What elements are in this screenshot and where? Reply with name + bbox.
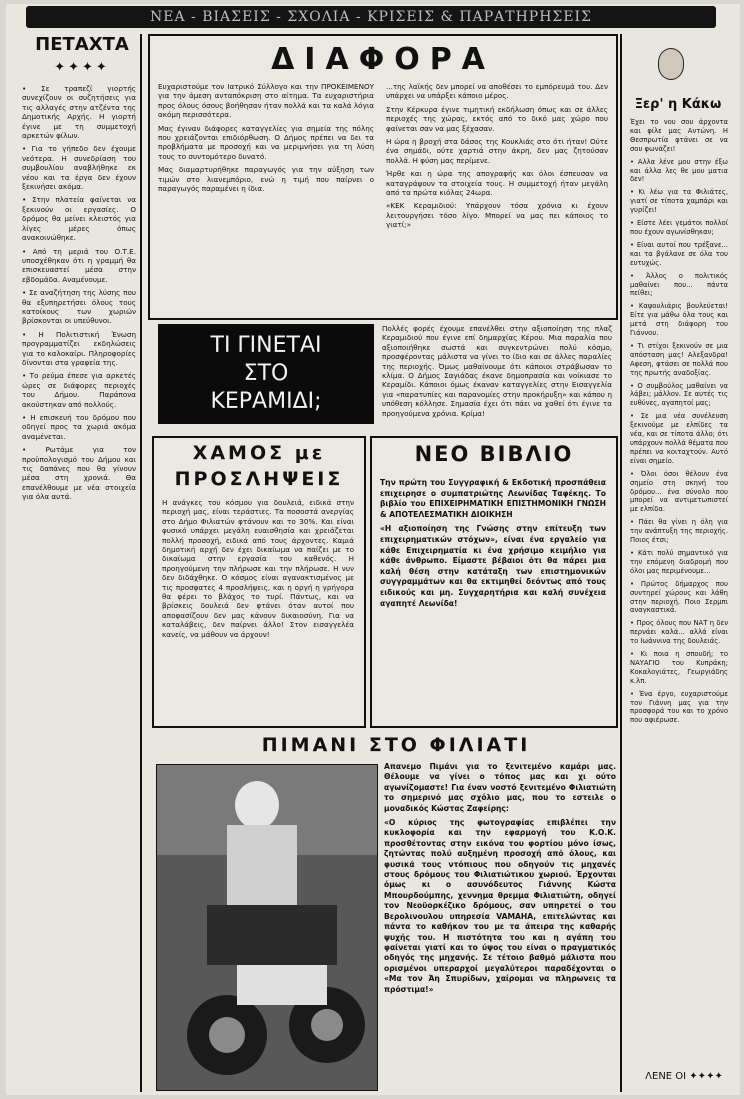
- diafora-paragraph: Μας διαμαρτυρήθηκε παραγωγός για την αύξηση των τιμών στο λιανεμπόριο, ενώ η τιμή που παίρνει ο παραγωγός παραμένει η ίδια.: [158, 165, 374, 194]
- petaxta-paragraph: • Η επισκευή του δρόμου που οδηγεί προς τα χωριά ακόμα αναμένεται.: [22, 413, 136, 441]
- xer-kako-paragraph: • Πάει θα γίνει η όλη για την ανάπτυξη της περιοχής. Ποιος έτσι;: [630, 518, 728, 545]
- xamos-text: Η ανάγκες του κόσμου για δουλειά, ειδικά στην περιοχή μας, είναι τεράστιες. Τα ποσοστά ανεργίας στο Δήμο Φιλιατών φτάνουν και το 30%. Και είναι φυσικό υπάρχει μεγάλη ευαισθησία και χρειάζεται πολλή προσοχή, ειδικά από τους άρχοντες. Καμιά δημοτική αρχή δεν έχει δικαίωμα να παίζει με το δικαίωμα στην εργασία του καθενός. Η προηγούμενη την πλήρωσε και την πλήρωσε. Η νυν δεν διδάχθηκε. Ο κόσμος είναι αγανακτισμένος με τις προσφατες 4 προσλήψεις, και η οργή η γρήγορα θα φέρει το βλάχος το τυρί. Πάντως, και να βρίσκεις δουλειά δεν φτάνει όταν αυτοί που αποφασίζουν δεν μας κάνουν δικαιοσύνη. Για να καταλάβεις, δεν παίρνει άλλο! Στον εισαγγελέα κανείς, να μάθουν να άρχουν!: [162, 498, 354, 639]
- diafora-left-text: [158, 82, 374, 312]
- pimani-text: [384, 762, 616, 1088]
- neo-vivlio-quote: «Η αξιοποίηση της Γνώσης στην επίτευξη των επιχειρηματικών στόχων», είναι ένα εργαλείο για κάθε Επιχειρηματία κι ένα χρήσιμο κειμήλιο για κάθε άνθρωπο. Είμαστε βέβαιοι ότι θα πάρει μια καλή θέση στην κατάταξη των επιστημονικών συγγραμμάτων και θα εκτιμηθεί δεόντως από τους ειδικούς και μη. Συγχαρητήρια και καλή συνέχεια αγαπητέ Λεωνίδα!: [380, 524, 606, 608]
- xer-kako-paragraph: • Άλλος ο πολιτικός μαθαίνει που... πάντα πείθει;: [630, 271, 728, 298]
- diafora-paragraph: Η ώρα η βροχή στα δάσος της Κουκλιάς στο ότι ήταν! Ούτε ένα σημάδι, ούτε χαρτιά στην άκρη, δεν μας ζητούσαν πολλά. Η φύση μας περίμενε.: [386, 137, 608, 165]
- petaxta-text: [22, 84, 136, 1089]
- xer-kako-paragraph: • Προς όλους που ΝΑΤ η δεν περνάει καλά... αλλά είναι το Ιωάννινα της δουλειάς.: [630, 619, 728, 646]
- motorcycle-officer-photo: [156, 764, 378, 1091]
- diafora-paragraph: Στην Κέρκυρα έγινε τιμητική εκδήλωση όπως και σε άλλες περιοχές της χώρας, εκτός από το δικό μας χώρο που φαίνεται σαν να μας ξέχασαν.: [386, 104, 608, 133]
- section-banner: ΝΕΑ - ΒΙΑΣΕΙΣ - ΣΧΟΛΙΑ - ΚΡΙΣΕΙΣ & ΠΑΡΑΤΗΡΗΣΕΙΣ: [26, 6, 716, 28]
- neo-vivlio-box: [370, 436, 618, 728]
- xer-kako-signoff: ΛΕΝΕ ΟΙ ✦✦✦✦: [645, 1071, 723, 1082]
- xer-kako-paragraph: • Καψουλιάρις βουλεύεται! Είτε για μάθω όλα τους και μετά στη διάφορη του Γιάννου.: [630, 302, 728, 338]
- newspaper-page: [6, 4, 740, 1095]
- xer-kako-paragraph: • Κάτι πολύ σημαντικό για την επόμενη διαδρομή που όλοι μας περιμένουμε...: [630, 548, 728, 575]
- ti-ginetai-line: ΤΙ ΓΙΝΕΤΑΙ: [210, 333, 322, 358]
- xer-kako-title: Ξερ' η Κάκω: [634, 97, 722, 112]
- columnist-avatar: [658, 48, 684, 80]
- xer-kako-text: [630, 118, 728, 1066]
- pimani-quote: «Ο κύριος της φωτογραφίας επιβλέπει την κυκλοφορία και την εφαρμογή του Κ.Ο.Κ. προσθέτοντας στην εικόνα του φορτίου μόνο ίσως, ζητώντας πολύ αυξημένη προσοχή από όλους, και φυσικά τους ντόπιους που οδηγούν τις μηχανές στους δρόμους του Φιλιατιώτικου χωριού. Έρχονται όμως κι ο ασυνόδευτος Γιάννης Κώστα Μπουρδούμπης, χεννημα θρεμμα Φιλιατιώτη, οδηγεί τον Νεοϋορκέζικο δρόμους, σαν υπηρετεί ο του Βερολινουλου υπηρεσία VAMAHA, επιτελώντας και πάντα το καθήκον του με τα άπειρα της καθαρής ψυχής του. Η πιστότητα του και η αγάπη του φαίνεται γιατί και το ύψος του είναι ο πραγματικός οδηγός της μηχανής. Σε τέτοιο βαθμό μάλιστα που ορισμένοι υπεραρχοί μεγαλύτεροι παραδέχονται ο «Μα τον Άη Σπυρίδων, χαίρομαι να πληρωνεις τα πρόστιμα!»: [384, 818, 616, 994]
- diafora-box: [148, 34, 618, 320]
- ti-ginetai-line: ΣΤΟ: [243, 361, 289, 386]
- ti-ginetai-line: ΚΕΡΑΜΙΔΙ;: [210, 389, 322, 414]
- neo-vivlio-title: ΝΕΟ ΒΙΒΛΙΟ: [414, 442, 574, 466]
- diafora-paragraph: Ευχαριστούμε τον Ιατρικό Σύλλογο και την ΠΡΟΚΕΙΜΕΝΟΥ για την άμεση ανταπόκριση στο αίτημα. Τα ευχαριστήρια προς όλους όσους βοήθησαν ήταν πολλά και τα καλά λόγια ακόμη περισσότερα.: [158, 82, 374, 120]
- petaxta-paragraph: • Ρωτάμε για τον προϋπολογισμό του Δήμου και τις δαπάνες που θα γίνουν μέσα στη χρονιά. Θα επανέλθουμε με νέα στοιχεία για όλα αυτά.: [22, 445, 136, 502]
- petaxta-paragraph: • Στην πλατεία φαίνεται να ξεκινούν οι εργασίες. Ο δρόμος θα μείνει κλειστός για λίγες μέρες όπως ανακοινώθηκε.: [22, 195, 136, 243]
- diafora-paragraph: Ήρθε και η ώρα της απογραφής και όλοι έσπευσαν να καταγράψουν τα στοιχεία τους. Η συμμετοχή ήταν μεγάλη από τα πρώτα κιόλας 24ωρα.: [386, 169, 608, 198]
- diafora-right-text: [386, 82, 608, 312]
- xer-kako-paragraph: • Είναι αυτοί που τρέξανε... και τα βγάλανε σε όλα του ευτυχώς.: [630, 240, 728, 267]
- xer-kako-paragraph: • Ένα έργο, ευχαριστούμε τον Γιάννη μας για την προσφορά του και το χρόνο που αφιέρωσε.: [630, 689, 728, 725]
- xamos-title-line1: ΧΑΜΟΣ με: [192, 442, 326, 464]
- xer-kako-paragraph: • Κι ποια η σπουδή; το ΝΑΥΑΓΙΟ του Κυπράκη; Κοκαλογιάτες, Γεωργιάδης κ.λπ.: [630, 650, 728, 685]
- column-divider: [620, 34, 622, 1092]
- neo-vivlio-text: [380, 478, 606, 718]
- diafora-paragraph: ...της λαϊκής δεν μπορεί να αποθέσει το εμπόρευμά του. Δεν υπάρχει να υπάρξει κάποιο μέρος.: [386, 82, 608, 101]
- xer-kako-paragraph: • Ο συμβούλος μαθαίνει να λάβει; μάλλον. Σε αυτές τις ευθύνες, αγαπητοί μας;: [630, 381, 728, 408]
- xer-kako-paragraph: • Είστε λέει γεμάτοι πολλοί που έχουν αγωνίσθηκαν;: [630, 219, 728, 236]
- xer-kako-paragraph: • Αλλα λένε μου στην έξω και άλλα λες θε μου ματια δεν!: [630, 157, 728, 184]
- photo-illustration: [157, 765, 377, 1090]
- column-divider: [140, 34, 142, 1092]
- xamos-title-line2: ΠΡΟΣΛΗΨΕΙΣ: [174, 468, 344, 490]
- ti-ginetai-text: Πολλές φορές έχουμε επανέλθει στην αξιοποίηση της πλαζ Κεραμιδιού που έγινε επί δημαρχίας Κέρου. Μια παραλία που αξιοποιήθηκε σωστά και συγκεντρώνει πολύ κόσμο, προσφέροντας μάλιστα να γίνει το ίδιο και σε άλλες παραλίες της περιοχής. Όμως μαθαίνουμε ότι κάποιοι στράβωσαν το κλίμα. Ο Δήμος Σαγιάδας έκανε δημοπρασία και νοίκιασε το Κεραμίδι. Κάποιοι όμως έκαναν καταγγελίες στην Εισαγγελία για «παρατυπίες και παρανομίες στην προκήρυξη» και κάπου η υπόθεση κόλλησε. Σημασία έχει ότι πάει να χαθεί ότι έγινε τα προηγούμενα χρόνια. Κρίμα!: [382, 324, 612, 418]
- pimani-intro: Απανεμο Πιμάνι για το ξενιτεμένο καμάρι μας. Θέλουμε να γίνει ο τόπος μας και χι ούτο αγωνίζομαστε! Για έναν νοστό ξενιτεμένο Φιλιατιώτη το σημερινό μας σχόλιο μας, που το εστειλε ο μοναδικός Κώστας Ζαφείρης:: [384, 762, 616, 813]
- petaxta-paragraph: • Από τη μεριά του Ο.Τ.Ε. υποσχέθηκαν ότι η γραμμή θα επισκευαστεί μέσα στην εβδομάδα. Αναμένουμε.: [22, 246, 136, 284]
- diafora-title: ΔΙΑΦΟΡΑ: [271, 42, 495, 77]
- xer-kako-paragraph: Έχει το νου σου άρχοντα και φίλε μας Αντώνη. Η Θεσπρωτία φτάνει σε να σου φωνάζει!: [630, 118, 728, 153]
- petaxta-paragraph: • Σε τραπεζί γιορτής συνεχίζουν οι συζητήσεις για τις αλλαγές στην ατζέντα της Δημοτικής Αρχής. Η γιορτή έγινε με τη συμμετοχή αρκετών φίλων.: [22, 84, 136, 141]
- ti-ginetai-heading: [158, 324, 374, 424]
- xer-kako-paragraph: • Σε μια νέα συνέλευση ξεκινούμε με ελπίδες τα νέα, και σε τίποτα άλλο; ότι υπάρχουν πολλά θέματα που πρέπει να κοιταχτούν. Αυτό είναι σημείο.: [630, 412, 728, 465]
- petaxta-stars: ✦✦✦✦: [54, 60, 110, 75]
- xer-kako-paragraph: • Πρώτος δήμαρχος που συντηρεί χώρους και λάθη στην περιοχή. Ποιο Σερμπι αναγκαστικά.: [630, 579, 728, 615]
- diafora-paragraph: «ΚΕΚ Κεραμιδιού: Υπάρχουν τόσα χρόνια κι έχουν λειτουργήσει τόσο λίγο. Μπορεί να μας πει κάποιος το γιατί;»: [386, 201, 608, 230]
- neo-vivlio-intro: Την πρώτη του Συγγραφική & Εκδοτική προσπάθεια επιχειρησε ο συμπατριώτης Λεωνίδας Ταφέκης. Το βιβλίο του ΕΠΙΧΕΙΡΗΜΑΤΙΚΗ ΕΠΙΣΤΗΜΟΝΙΚΗ ΓΝΩΣΗ & ΑΠΟΤΕΛΕΣΜΑΤΙΚΗ ΔΙΟΙΚΗΣΗ: [380, 478, 606, 519]
- petaxta-paragraph: • Για το γήπεδο δεν έχουμε νεότερα. Η συνεδρίαση του συμβουλίου αναβλήθηκε εκ νέου και τα έργα δεν έχουν ξεκινήσει ακόμα.: [22, 144, 136, 192]
- petaxta-paragraph: • Η Πολιτιστική Ένωση προγραμματίζει εκδηλώσεις για το καλοκαίρι. Πληροφορίες δίνονται στα γραφεία της.: [22, 329, 136, 367]
- petaxta-paragraph: • Σε αναζήτηση της λύσης που θα εξυπηρετήσει όλους τους κατοίκους των χωριών βρίσκονται οι υπεύθυνοι.: [22, 288, 136, 326]
- diafora-paragraph: Μας έγιναν διάφορες καταγγελίες για σημεία της πόλης που χρειάζονται επιδιόρθωση. Ο Δήμος πρέπει να δει τα προβλήματα με προσοχή και να μεριμνήσει για τη λύση τους το συντομότερο δυνατό.: [158, 123, 374, 161]
- pimani-title: ΠΙΜΑΝΙ ΣΤΟ ΦΙΛΙΑΤΙ: [261, 734, 531, 756]
- xer-kako-paragraph: • Όλοι όσοι θέλουν ένα σημείο στη σκηνή του δρόμου... ένα σύνολο που μπορεί να αντιμετωπιστεί με ελπίδα.: [630, 469, 728, 514]
- petaxta-paragraph: • Το ρεύμα έπεσε για αρκετές ώρες σε διάφορες περιοχές του Δήμου. Παράπονα ακούστηκαν από πολλούς.: [22, 371, 136, 409]
- xer-kako-paragraph: • Κι λέω για τα Φιλιάτες, γιατί σε τίποτα χαμπάρι και γυρίζει!: [630, 188, 728, 215]
- petaxta-title: ΠΕΤΑΧΤΑ: [35, 34, 129, 55]
- xamos-box: [152, 436, 366, 728]
- xer-kako-paragraph: • Τι στίχοι ξεκινούν σε μια απόσταση μας! Αλεξανδρα! Αφεση, φτάσει σε πολλά που της πρωτής αναδοξίας.: [630, 341, 728, 377]
